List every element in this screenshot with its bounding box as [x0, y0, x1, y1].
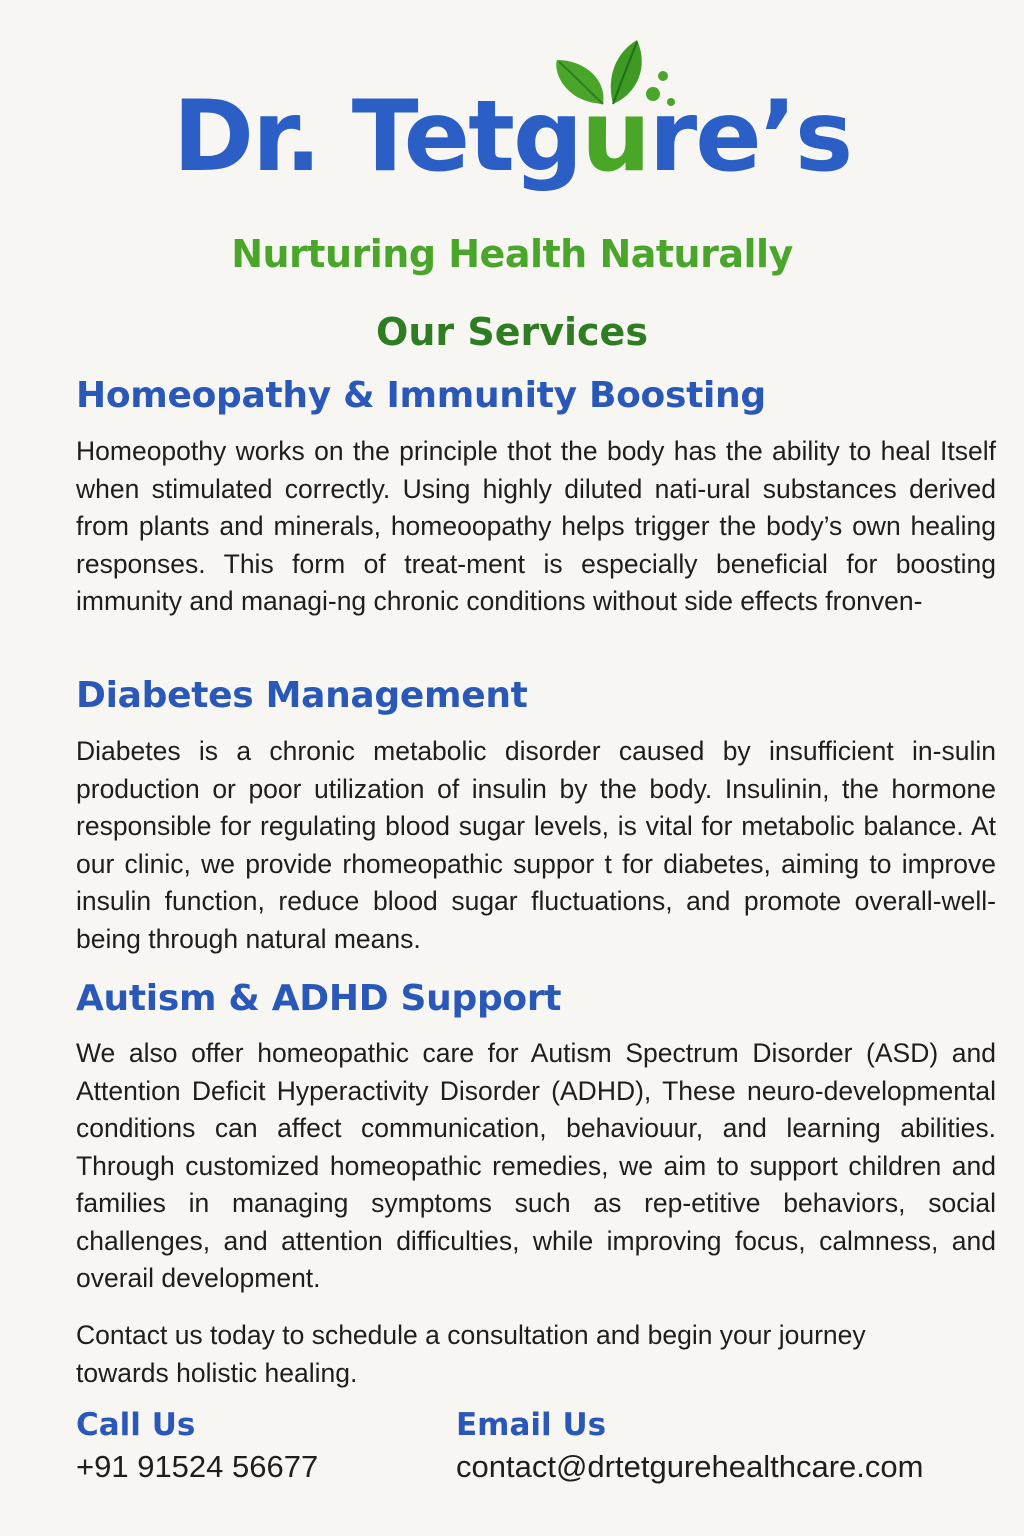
section-heading-diabetes: Diabetes Management	[76, 675, 528, 716]
brand-title	[0, 80, 1024, 194]
closing-text: Contact us today to schedule a consultation and begin your journey towards holistic healing.	[76, 1320, 866, 1388]
brand-title-part2: re’s	[648, 80, 852, 194]
section-heading-homeopathy: Homeopathy & Immunity Boosting	[76, 375, 766, 416]
brand-title-part1: Dr. Tetg	[172, 80, 582, 194]
email-us-label: Email Us	[456, 1407, 607, 1443]
brand-title-flask-letter: u	[581, 80, 649, 194]
section-heading-autism-adhd: Autism & ADHD Support	[76, 978, 562, 1019]
call-us-label: Call Us	[76, 1407, 196, 1443]
email-address-link[interactable]: contact@drtetgurehealthcare.com	[456, 1449, 924, 1484]
phone-number-link[interactable]: +91 91524 56677	[76, 1449, 319, 1484]
brand-tagline: Nurturing Health Naturally	[231, 232, 793, 276]
section-body-homeopathy: Homeopothy works on the principle thot the body has the ability to heal Itself when stimulated correctly. Using highly diluted nati-ural substances derived from plants and minerals, homeoopathy helps trigger the body’s own healing responses. This form of treat-ment is especially beneficial for boosting immunity and managi-ng chronic conditions without side effects fronven-	[76, 436, 996, 616]
section-body-autism-adhd: We also offer homeopathic care for Autism Spectrum Disorder (ASD) and Attention Deficit Hyperactivity Disorder (ADHD), These neuro-developmental conditions can affect communication, behaviouur, and learning abilities. Through customized homeopathic remedies, we aim to support children and families in managing symptoms such as rep-etitive behaviors, social challenges, and attention difficulties, while improving focus, calmness, and overail development.	[76, 1038, 996, 1293]
section-body-diabetes: Diabetes is a chronic metabolic disorder caused by insufficient in-sulin production or poor utilization of insulin by the body. Insulinin, the hormone responsible for regulating blood sugar levels, is vital for metabolic balance. At our clinic, we provide rhomeopathic suppor t for diabetes, aiming to improve insulin function, reduce blood sugar fluctuations, and promote overall-well-being through natural means.	[76, 736, 996, 954]
services-title: Our Services	[376, 310, 648, 354]
